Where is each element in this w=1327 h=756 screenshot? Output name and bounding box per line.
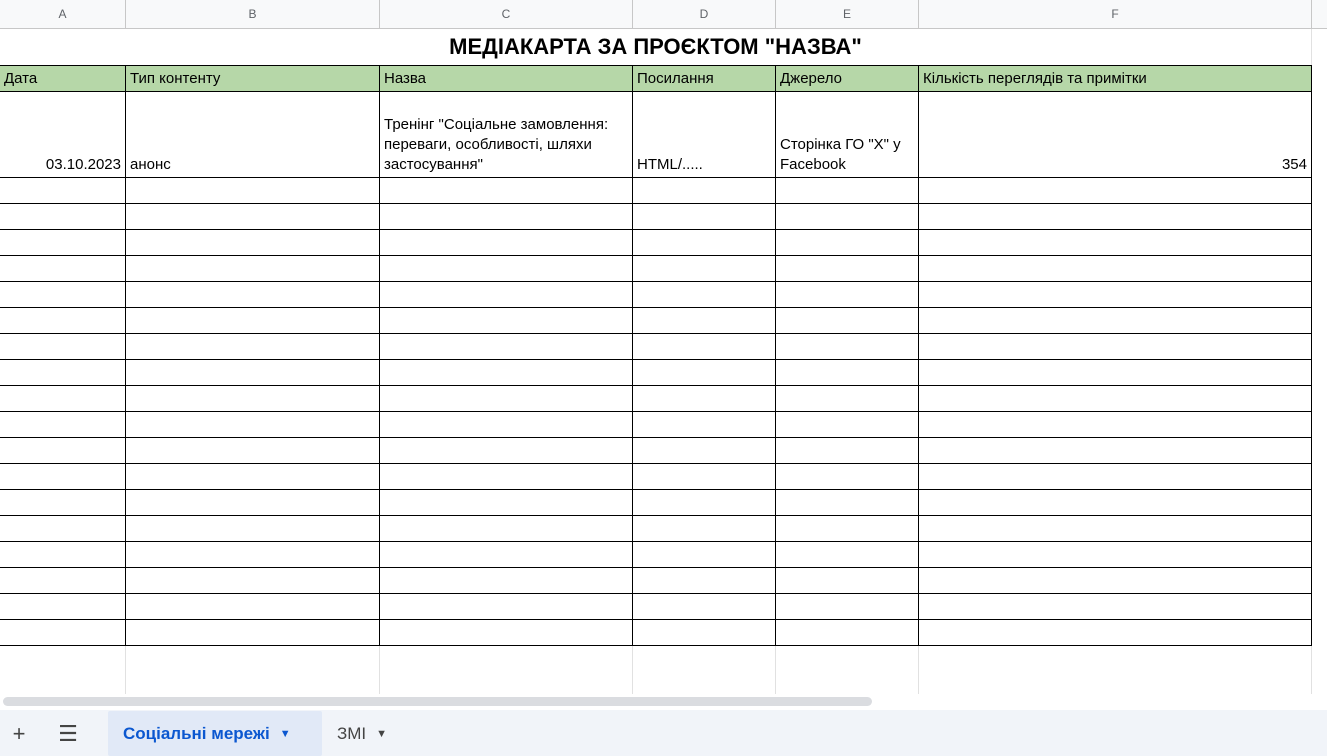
empty-cell[interactable]	[0, 490, 126, 516]
empty-cell[interactable]	[126, 438, 380, 464]
empty-cell[interactable]	[380, 594, 633, 620]
menu-icon[interactable]: ☰	[58, 721, 78, 746]
scrollbar-thumb[interactable]	[3, 697, 872, 706]
empty-cell[interactable]	[919, 178, 1312, 204]
empty-cell[interactable]	[126, 620, 380, 646]
empty-cell[interactable]	[0, 516, 126, 542]
empty-cell[interactable]	[380, 308, 633, 334]
plus-icon[interactable]: +	[12, 721, 26, 746]
empty-cell[interactable]	[380, 568, 633, 594]
empty-cell[interactable]	[380, 386, 633, 412]
empty-cell[interactable]	[380, 256, 633, 282]
empty-cell[interactable]	[0, 568, 126, 594]
empty-cell[interactable]	[776, 308, 919, 334]
empty-cell[interactable]	[0, 594, 126, 620]
empty-cell[interactable]	[0, 542, 126, 568]
empty-cell[interactable]	[919, 464, 1312, 490]
empty-cell[interactable]	[776, 464, 919, 490]
cell-date[interactable]: 03.10.2023	[0, 92, 126, 178]
column-header-c[interactable]: C	[380, 0, 633, 28]
empty-cell[interactable]	[380, 438, 633, 464]
empty-cell[interactable]	[919, 230, 1312, 256]
empty-cell[interactable]	[919, 438, 1312, 464]
empty-cell[interactable]	[126, 464, 380, 490]
empty-cell[interactable]	[919, 204, 1312, 230]
sheet-title-cell[interactable]: МЕДІАКАРТА ЗА ПРОЄКТОМ "НАЗВА"	[0, 29, 1311, 65]
empty-cell[interactable]	[633, 334, 776, 360]
empty-cell[interactable]	[919, 542, 1312, 568]
empty-cell[interactable]	[919, 568, 1312, 594]
empty-cell[interactable]	[919, 490, 1312, 516]
empty-cell[interactable]	[633, 282, 776, 308]
empty-cell[interactable]	[126, 204, 380, 230]
column-header-e[interactable]: E	[776, 0, 919, 28]
empty-cell[interactable]	[380, 360, 633, 386]
spreadsheet-grid[interactable]	[0, 29, 1327, 694]
empty-cell[interactable]	[919, 594, 1312, 620]
caret-down-icon[interactable]: ▼	[279, 727, 291, 740]
empty-cell[interactable]	[380, 620, 633, 646]
empty-cell[interactable]	[633, 438, 776, 464]
empty-cell[interactable]	[633, 386, 776, 412]
empty-cell[interactable]	[633, 178, 776, 204]
empty-cell[interactable]	[380, 334, 633, 360]
empty-cell[interactable]	[776, 516, 919, 542]
column-header-d[interactable]: D	[633, 0, 776, 28]
empty-cell[interactable]	[0, 620, 126, 646]
empty-cell[interactable]	[633, 204, 776, 230]
cell-name[interactable]: Тренінг "Соціальне замовлення: переваги, особливості, шляхи застосування"	[380, 92, 633, 178]
empty-cell[interactable]	[919, 360, 1312, 386]
column-header-f[interactable]: F	[919, 0, 1312, 28]
header-cell-source[interactable]: Джерело	[776, 65, 919, 92]
empty-cell[interactable]	[776, 204, 919, 230]
empty-cell[interactable]	[126, 256, 380, 282]
empty-cell[interactable]	[633, 490, 776, 516]
empty-cell[interactable]	[776, 594, 919, 620]
empty-cell[interactable]	[919, 334, 1312, 360]
empty-cell[interactable]	[126, 360, 380, 386]
cell-views[interactable]: 354	[919, 92, 1312, 178]
empty-cell[interactable]	[380, 230, 633, 256]
empty-cell[interactable]	[633, 230, 776, 256]
tab-social-media[interactable]	[108, 711, 322, 756]
sheet-tab-bar	[0, 710, 1327, 756]
empty-cell[interactable]	[0, 386, 126, 412]
empty-cell[interactable]	[919, 308, 1312, 334]
empty-cell[interactable]	[776, 178, 919, 204]
empty-cell[interactable]	[126, 594, 380, 620]
empty-cell[interactable]	[126, 516, 380, 542]
empty-cell[interactable]	[0, 204, 126, 230]
empty-cell[interactable]	[380, 464, 633, 490]
empty-cell[interactable]	[633, 256, 776, 282]
empty-cell[interactable]	[633, 464, 776, 490]
empty-cell[interactable]	[380, 490, 633, 516]
empty-cell[interactable]	[126, 412, 380, 438]
empty-cell[interactable]	[776, 542, 919, 568]
header-cell-date[interactable]: Дата	[0, 65, 126, 92]
empty-cell[interactable]	[919, 412, 1312, 438]
empty-cell[interactable]	[919, 620, 1312, 646]
empty-cell[interactable]	[633, 620, 776, 646]
tab-media[interactable]	[322, 711, 412, 756]
empty-cell[interactable]	[126, 386, 380, 412]
cell-source[interactable]: Сторінка ГО "Х" у Facebook	[776, 92, 919, 178]
empty-cell[interactable]	[776, 490, 919, 516]
cell-content-type[interactable]: анонс	[126, 92, 380, 178]
empty-cell[interactable]	[776, 412, 919, 438]
empty-cell[interactable]	[380, 282, 633, 308]
empty-cell[interactable]	[126, 568, 380, 594]
empty-cell[interactable]	[776, 282, 919, 308]
empty-cell[interactable]	[776, 438, 919, 464]
empty-cell[interactable]	[633, 516, 776, 542]
empty-cell[interactable]	[126, 490, 380, 516]
empty-cell[interactable]	[0, 178, 126, 204]
empty-cell[interactable]	[0, 438, 126, 464]
empty-cell[interactable]	[776, 256, 919, 282]
empty-cell[interactable]	[126, 542, 380, 568]
empty-cell[interactable]	[126, 282, 380, 308]
empty-cell[interactable]	[633, 542, 776, 568]
cell-link[interactable]: HTML/.....	[633, 92, 776, 178]
empty-cell[interactable]	[0, 256, 126, 282]
header-cell-link[interactable]: Посилання	[633, 65, 776, 92]
empty-cell[interactable]	[633, 412, 776, 438]
tab-label: Соціальні мережі	[123, 723, 270, 743]
empty-cell[interactable]	[0, 230, 126, 256]
empty-cell[interactable]	[0, 360, 126, 386]
empty-cell[interactable]	[776, 386, 919, 412]
empty-cell[interactable]	[633, 360, 776, 386]
header-cell-views[interactable]: Кількість переглядів та примітки	[919, 65, 1312, 92]
empty-cell[interactable]	[776, 360, 919, 386]
empty-cell[interactable]	[0, 282, 126, 308]
empty-cell[interactable]	[126, 230, 380, 256]
empty-cell[interactable]	[126, 308, 380, 334]
column-headers	[0, 0, 1327, 29]
empty-cell[interactable]	[0, 464, 126, 490]
empty-cell[interactable]	[919, 282, 1312, 308]
empty-cell[interactable]	[0, 412, 126, 438]
empty-cell[interactable]	[776, 334, 919, 360]
empty-cell[interactable]	[126, 334, 380, 360]
empty-cell[interactable]	[380, 204, 633, 230]
caret-down-icon[interactable]: ▼	[376, 727, 388, 740]
empty-cell[interactable]	[0, 334, 126, 360]
empty-cell[interactable]	[776, 568, 919, 594]
empty-cell[interactable]	[380, 412, 633, 438]
header-cell-content-type[interactable]: Тип контенту	[126, 65, 380, 92]
empty-cell[interactable]	[380, 516, 633, 542]
empty-cell[interactable]	[633, 568, 776, 594]
empty-cell[interactable]	[919, 256, 1312, 282]
column-header-b[interactable]: B	[126, 0, 380, 28]
tab-label: ЗМІ	[337, 723, 367, 743]
empty-cell[interactable]	[919, 516, 1312, 542]
empty-cell[interactable]	[380, 542, 633, 568]
horizontal-scrollbar[interactable]	[0, 694, 1327, 710]
column-header-a[interactable]: A	[0, 0, 126, 28]
empty-cell[interactable]	[919, 386, 1312, 412]
empty-cell[interactable]	[776, 620, 919, 646]
empty-cell[interactable]	[633, 594, 776, 620]
empty-cell[interactable]	[380, 178, 633, 204]
empty-cell[interactable]	[126, 178, 380, 204]
empty-cell[interactable]	[0, 308, 126, 334]
empty-cell[interactable]	[633, 308, 776, 334]
header-cell-name[interactable]: Назва	[380, 65, 633, 92]
empty-cell[interactable]	[776, 230, 919, 256]
